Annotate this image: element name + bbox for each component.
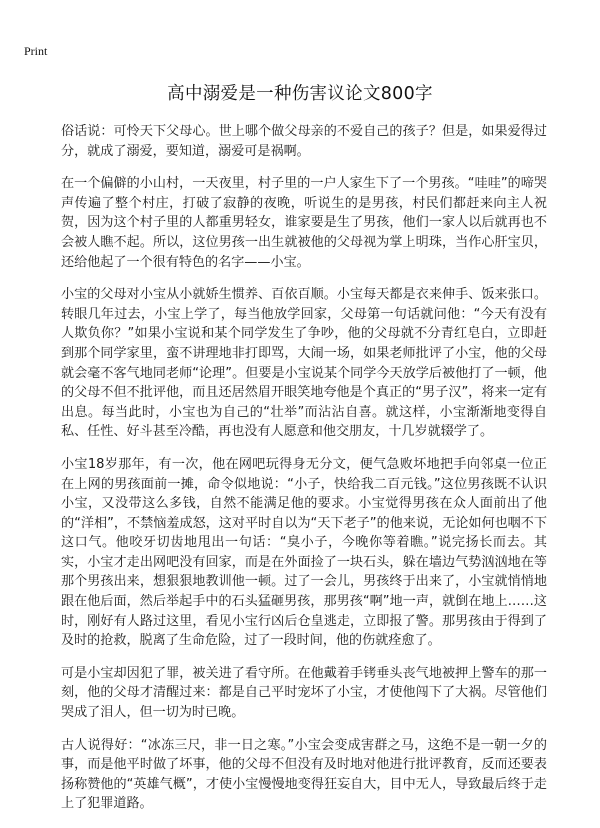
paragraph-3: 小宝的父母对小宝从小就娇生惯养、百依百顺。小宝每天都是衣来伸手、饭来张口。转眼几年过去，小宝上学了，每当他放学回家，父母第一句话就问他：“今天有没有人欺负你？”如果小宝说和某个同学发生了争吵，他的父母就不分青红皂白，立即赶到那个同学家里，蛮不讲理地非打即骂，大闹一场，如果老师批评了小宝，他的父母就会毫不客气地同老师“论理”。但要是小宝说某个同学今天放学后被他打了一顿，他的父母不但不批评他，而且还居然眉开眼笑地夸他是个真正的“男子汉”，将来一定有出息。每当此时，小宝也为自己的“壮举”而沾沾自喜。就这样，小宝渐渐地变得自私、任性、好斗甚至冷酷，再也没有人愿意和他交朋友，十几岁就辍学了。 bbox=[61, 287, 547, 440]
paragraph-5: 可是小宝却因犯了罪，被关进了看守所。在他戴着手铐垂头丧气地被押上警车的那一刻，他的父母才清醒过来：都是自己平时宠坏了小宝，才使他闯下了大祸。尽管他们哭成了泪人，但一切为时已晚。 bbox=[61, 665, 547, 721]
paragraph-1: 俗话说：可怜天下父母心。世上哪个做父母亲的不爱自己的孩子？但是，如果爱得过分，就成了溺爱，要知道，溺爱可是祸啊。 bbox=[61, 124, 547, 159]
paragraph-6: 古人说得好：“冰冻三尺，非一日之寒。”小宝会变成害群之马，这绝不是一朝一夕的事，而是他平时做了坏事，他的父母不但没有及时地对他进行批评教育，反而还要表扬称赞他的“英雄气概”，才使小宝慢慢地变得狂妄自大，目中无人，导致最后终于走上了犯罪道路。 bbox=[61, 737, 547, 812]
article-body bbox=[61, 122, 547, 827]
page-title: 高中溺爱是一种伤害议论文800字 bbox=[167, 84, 433, 104]
print-link[interactable]: Print bbox=[24, 44, 48, 58]
paragraph-2: 在一个偏僻的小山村，一天夜里，村子里的一户人家生下了一个男孩。“哇哇”的啼哭声传遍了整个村庄，打破了寂静的夜晚，听说生的是男孩，村民们都赶来向主人祝贺，因为这个村子里的人都重男轻女，谁家要是生了男孩，他们一家人以后就再也不会被人瞧不起。所以，这位男孩一出生就被他的父母视为掌上明珠，当作心肝宝贝，还给他起了一个很有特色的名字——小宝。 bbox=[61, 176, 547, 270]
paragraph-4: 小宝18岁那年，有一次，他在网吧玩得身无分文，便气急败坏地把手向邻桌一位正在上网的男孩面前一摊，命令似地说：“小子，快给我二百元钱。”这位男孩既不认识小宝，又没带这么多钱，自然不能满足他的要求。小宝觉得男孩在众人面前出了他的“洋相”，不禁恼羞成怒，这对平时自以为“天下老子”的他来说，无论如何也咽不下这口气。他咬牙切齿地甩出一句话：“臭小子，今晚你等着瞧。”说完扬长而去。其实，小宝才走出网吧没有回家，而是在外面捡了一块石头，躲在墙边气势汹汹地在等那个男孩出来，想狠狠地教训他一顿。过了一会儿，男孩终于出来了，小宝就悄悄地跟在他后面，然后举起手中的石头猛砸男孩，那男孩“啊”地一声，就倒在地上……这时，刚好有人路过这里，看见小宝行凶后仓皇逃走，立即报了警。那男孩由于得到了及时的抢救，脱离了生命危险，过了一段时间，他的伤就痊愈了。 bbox=[61, 456, 547, 649]
